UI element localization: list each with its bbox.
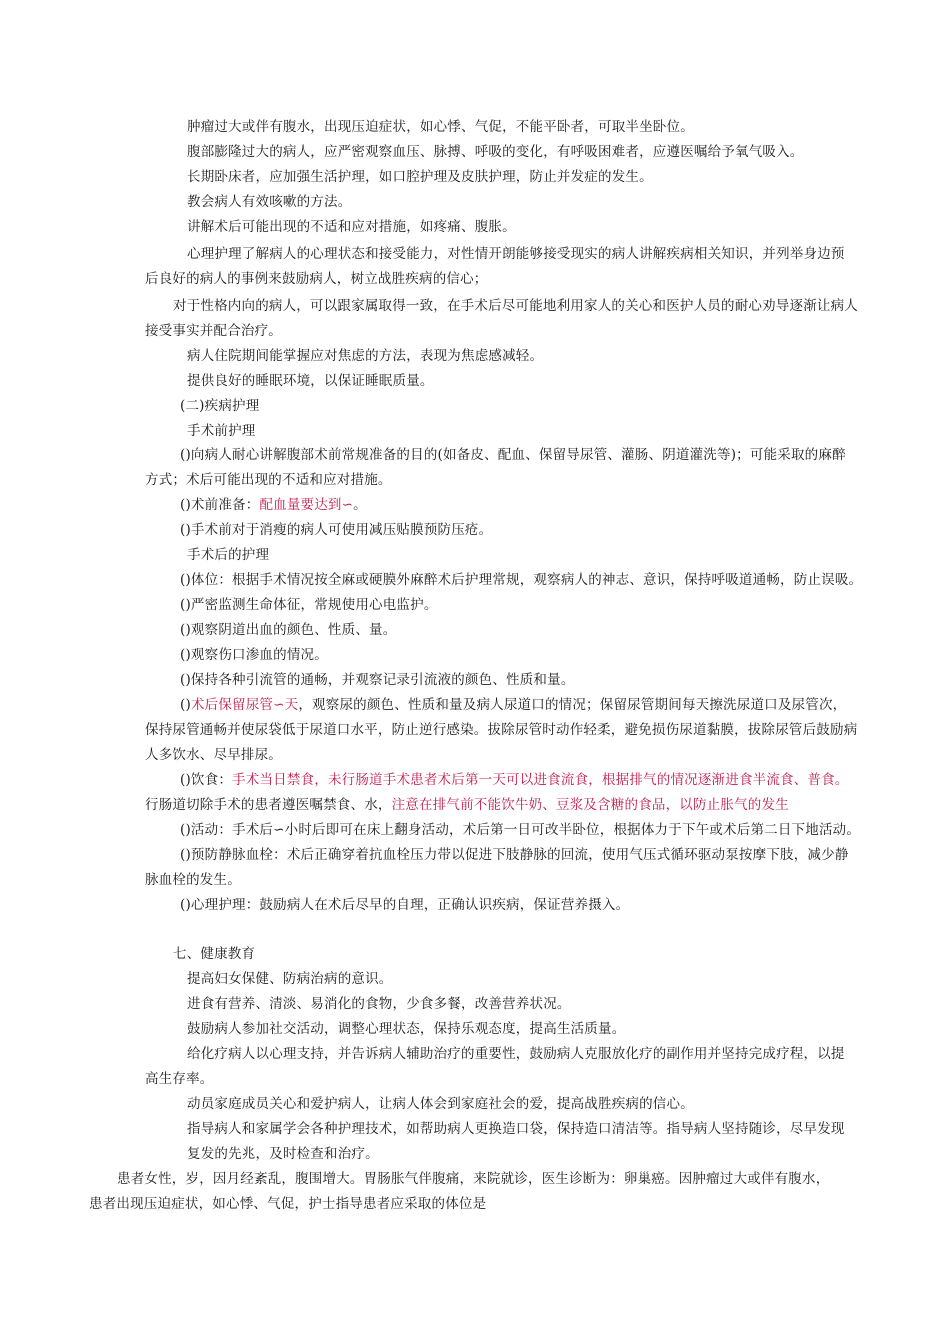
section-heading: 七、健康教育 <box>173 946 256 962</box>
text-line: 对于性格内向的病人，可以跟家属取得一致，在手术后尽可能地利用家人的关心和医护人员的耐心劝导逐渐让病人 <box>173 298 858 314</box>
text-line: 病人住院期间能掌握应对焦虑的方法，表现为焦虑感减轻。 <box>187 348 544 364</box>
question-line: 患者出现压迫症状，如心悸、气促，护士指导患者应采取的体位是 <box>89 1196 487 1212</box>
text-line: 提供良好的睡眠环境，以保证睡眠质量。 <box>187 373 434 389</box>
text-line: 心理护理了解病人的心理状态和接受能力，对性情开朗能够接受现实的病人讲解疾病相关知识，并列举身边预 <box>187 246 845 262</box>
text-line: ()预防静脉血栓：术后正确穿着抗血栓压力带以促进下肢静脉的回流，使用气压式循环驱动泵按摩下肢，减少静 <box>180 847 849 863</box>
question-line: 患者女性，岁，因月经紊乱，腹围增大。胃肠胀气伴腹痛，来院就诊，医生诊断为：卵巢癌。因肿瘤过大或伴有腹水， <box>117 1171 830 1187</box>
text-line: 保持尿管通畅并使尿袋低于尿道口水平，防止逆行感染。拔除尿管时动作轻柔，避免损伤尿道黏膜，拔除尿管后鼓励病 <box>145 722 858 738</box>
text-line: 肿瘤过大或伴有腹水，出现压迫症状，如心悸、气促，不能平卧者，可取半坐卧位。 <box>187 119 694 135</box>
text-line: 复发的先兆，及时检查和治疗。 <box>187 1146 379 1162</box>
text-line: ()观察伤口渗血的情况。 <box>180 647 328 663</box>
text-line: 给化疗病人以心理支持，并告诉病人辅助治疗的重要性，鼓励病人克服放化疗的副作用并坚持完成疗程，以提 <box>187 1046 845 1062</box>
text-line: 人多饮水、尽早排尿。 <box>145 747 282 763</box>
text-line: ()术后保留尿管∽天，观察尿的颜色、性质和量及病人尿道口的情况；保留尿管期间每天擦洗尿道口及尿管次， <box>180 697 847 713</box>
text-line: ()向病人耐心讲解腹部术前常规准备的目的(如备皮、配血、保留导尿管、灌肠、阴道灌洗等)；可能采取的麻醉 <box>180 447 846 463</box>
text-line: 提高妇女保健、防病治病的意识。 <box>187 971 393 987</box>
highlighted-text: 配血量要达到∽ <box>259 497 354 513</box>
subsection-heading: 手术后的护理 <box>187 547 270 563</box>
text-line: 进食有营养、清淡、易消化的食物，少食多餐，改善营养状况。 <box>187 996 571 1012</box>
text-line: 高生存率。 <box>145 1071 214 1087</box>
text-line: 指导病人和家属学会各种护理技术，如帮助病人更换造口袋，保持造口清洁等。指导病人坚持随诊，尽早发现 <box>187 1121 845 1137</box>
text-line: ()活动：手术后∽小时后即可在床上翻身活动，术后第一日可改半卧位，根据体力于下午或术后第二日下地活动。 <box>180 822 861 838</box>
text-line: 行肠道切除手术的患者遵医嘱禁食、水，注意在排气前不能饮牛奶、豆浆及含糖的食品，以防止胀气的发生 <box>145 797 789 813</box>
text-line: ()心理护理：鼓励病人在术后尽早的自理，正确认识疾病，保证营养摄入。 <box>180 897 630 913</box>
subsection-heading: 手术前护理 <box>187 423 256 439</box>
highlighted-text: 手术当日禁食，未行肠道手术患者术后第一天可以进食流食，根据排气的情况逐渐进食半流食、普食。 <box>232 772 849 788</box>
text-line: 讲解术后可能出现的不适和应对措施，如疼痛、腹胀。 <box>187 219 516 235</box>
text-line: 腹部膨隆过大的病人，应严密观察血压、脉搏、呼吸的变化，有呼吸困难者，应遵医嘱给予氧气吸入。 <box>187 144 804 160</box>
text-line: 接受事实并配合治疗。 <box>145 323 282 339</box>
text-line: 脉血栓的发生。 <box>145 872 241 888</box>
text-line: ()饮食：手术当日禁食，未行肠道手术患者术后第一天可以进食流食，根据排气的情况逐渐进食半流食、普食。 <box>180 772 849 788</box>
text-line: 后良好的病人的事例来鼓励病人，树立战胜疾病的信心； <box>145 271 488 287</box>
text-line: ()严密监测生命体征，常规使用心电监护。 <box>180 597 438 613</box>
highlighted-text: 术后保留尿管∽天 <box>190 697 299 713</box>
section-heading: (二)疾病护理 <box>180 398 260 414</box>
text-line: 教会病人有效咳嗽的方法。 <box>187 194 352 210</box>
text-line: ()保持各种引流管的通畅，并观察记录引流液的颜色、性质和量。 <box>180 672 575 688</box>
text-line: 动员家庭成员关心和爱护病人，让病人体会到家庭社会的爱，提高战胜疾病的信心。 <box>187 1096 694 1112</box>
text-line: ()手术前对于消瘦的病人可使用减压贴膜预防压疮。 <box>180 522 493 538</box>
text-line: 鼓励病人参加社交活动，调整心理状态，保持乐观态度，提高生活质量。 <box>187 1021 626 1037</box>
text-line: 长期卧床者，应加强生活护理，如口腔护理及皮肤护理，防止并发症的发生。 <box>187 169 653 185</box>
text-line: 方式；术后可能出现的不适和应对措施。 <box>145 472 392 488</box>
text-line: ()观察阴道出血的颜色、性质、量。 <box>180 622 397 638</box>
text-line: ()术前准备：配血量要达到∽。 <box>180 497 367 513</box>
text-line: ()体位：根据手术情况按全麻或硬膜外麻醉术后护理常规，观察病人的神志、意识，保持呼吸道通畅，防止误吸。 <box>180 572 863 588</box>
highlighted-text: 注意在排气前不能饮牛奶、豆浆及含糖的食品，以防止胀气的发生 <box>391 797 789 813</box>
